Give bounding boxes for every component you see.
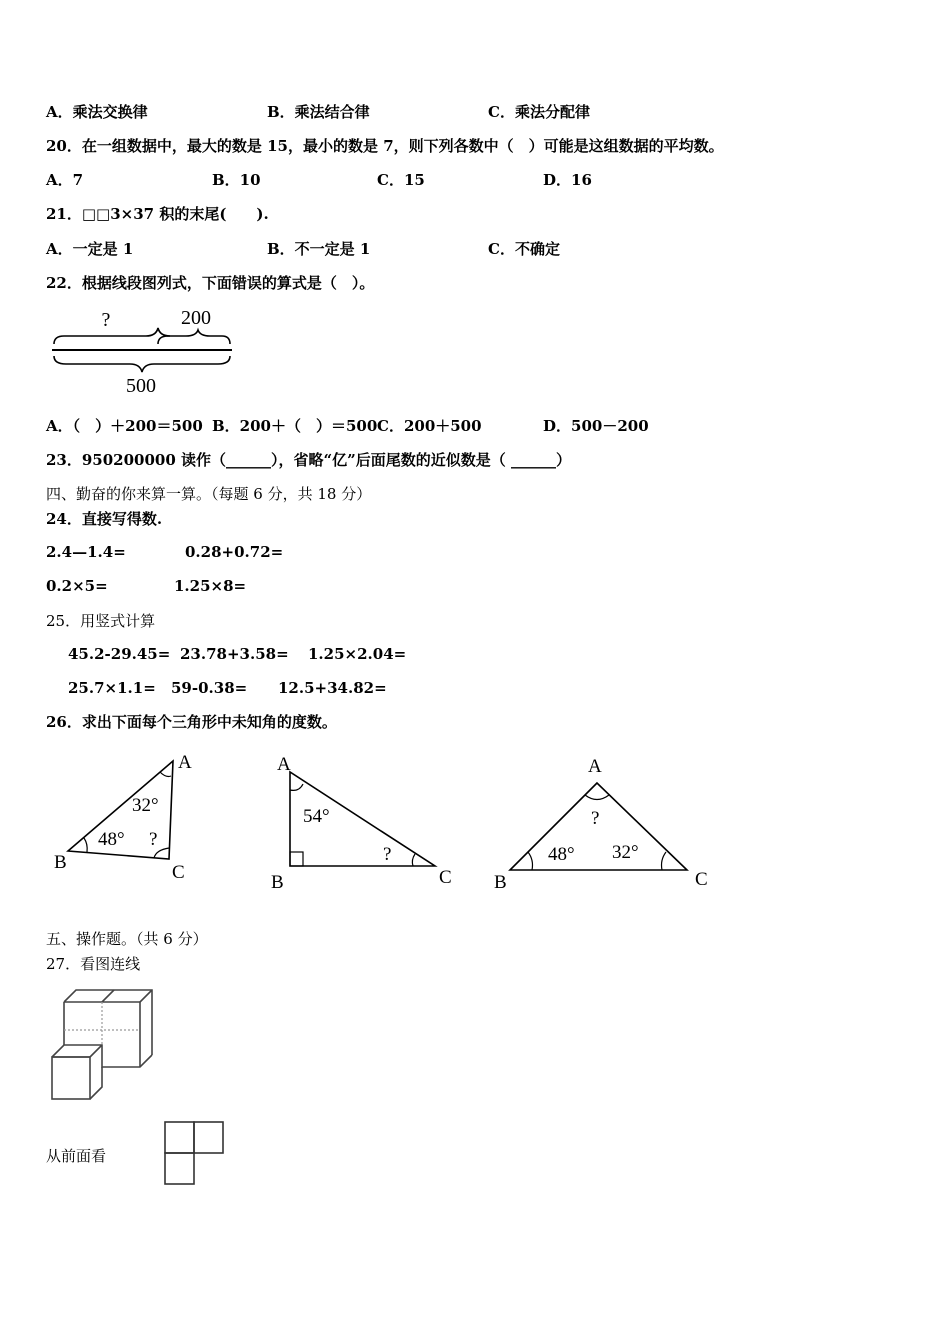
q25-item-2: 23.78+3.58=	[180, 645, 289, 663]
triangle-1-arc-b	[84, 838, 87, 852]
q19-option-c: C．乘法分配律	[488, 103, 590, 121]
triangle-3	[490, 752, 720, 892]
q27-stem: 27．看图连线	[46, 955, 141, 973]
triangle-3-label-c: C	[695, 869, 708, 890]
triangle-3-arc-c	[662, 852, 667, 870]
q21-option-a: A．一定是 1	[46, 240, 134, 258]
cube-bottom-right	[90, 1067, 102, 1099]
triangle-2-right-angle-mark	[290, 852, 303, 866]
diagram-unknown-label: ?	[101, 309, 111, 331]
triangle-1-angle-b: 48°	[98, 829, 125, 850]
q20-option-a: A．7	[46, 171, 84, 189]
front-view-cell-top-left	[165, 1122, 194, 1153]
triangle-2-angle-c: ?	[383, 844, 392, 865]
triangle-2-arc-c	[412, 854, 415, 866]
triangle-2-arc-a	[290, 784, 303, 790]
q23-stem: 23．950200000 读作（______），省略“亿”后面尾数的近似数是（ ______）	[46, 451, 572, 469]
triangle-3-angle-b: 48°	[548, 844, 575, 865]
q24-item-4: 1.25×8=	[174, 577, 247, 595]
cube-right-top-corner	[140, 990, 152, 1002]
q25-item-5: 59-0.38=	[171, 679, 248, 697]
front-view-cell-bottom-left	[165, 1153, 194, 1184]
triangle-1-arc-a	[160, 772, 171, 777]
cube-top-divider	[102, 990, 114, 1002]
front-view-grid	[163, 1120, 225, 1186]
triangle-1-label-b: B	[54, 852, 67, 873]
cube-lower-step	[52, 1045, 152, 1067]
q24-item-2: 0.28+0.72=	[185, 543, 284, 561]
q20-option-d: D．16	[543, 171, 592, 189]
brace-left-part	[54, 328, 170, 344]
q19-option-b: B．乘法结合律	[267, 103, 370, 121]
triangle-1-angle-c: ?	[149, 829, 158, 850]
cube-step-corner	[90, 1045, 102, 1057]
q22-option-b: B．200＋（ ）＝500	[212, 417, 378, 435]
diagram-part-label: 200	[181, 307, 211, 329]
triangle-3-angle-a: ?	[591, 808, 600, 829]
triangle-1-angle-a: 32°	[132, 795, 159, 816]
q20-stem: 20．在一组数据中，最大的数是 15，最小的数是 7，则下列各数中（ ）可能是这组数据的平均数。	[46, 137, 724, 155]
front-view-cell-top-right	[194, 1122, 223, 1153]
q22-option-d: D．500－200	[543, 417, 649, 435]
q24-stem: 24．直接写得数.	[46, 510, 163, 528]
triangle-3-arc-b	[528, 852, 533, 870]
q21-stem: 21．□□3×37 积的末尾( ).	[46, 205, 269, 223]
triangle-3-angle-c: 32°	[612, 842, 639, 863]
q22-option-c: C．200＋500	[377, 417, 482, 435]
q24-item-1: 2.4—1.4=	[46, 543, 126, 561]
triangle-3-arc-a	[585, 795, 609, 800]
triangle-2	[265, 750, 465, 895]
triangle-2-label-c: C	[439, 867, 452, 888]
q25-item-3: 1.25×2.04=	[308, 645, 407, 663]
triangle-2-angle-a: 54°	[303, 806, 330, 827]
segment-diagram	[46, 300, 246, 400]
q22-option-a: A．（ ）＋200＝500	[46, 417, 203, 435]
triangle-2-label-b: B	[271, 872, 284, 893]
q24-item-3: 0.2×5=	[46, 577, 108, 595]
section4-title: 四、勤奋的你来算一算。（每题 6 分，共 18 分）	[46, 485, 372, 503]
cube-stack-figure	[44, 985, 159, 1105]
diagram-total-label: 500	[126, 375, 156, 397]
q26-stem: 26．求出下面每个三角形中未知角的度数。	[46, 713, 337, 731]
q25-item-6: 12.5+34.82=	[278, 679, 387, 697]
triangle-1-label-c: C	[172, 862, 185, 883]
brace-right-part	[158, 330, 230, 344]
q25-stem: 25．用竖式计算	[46, 612, 156, 630]
triangle-2-label-a: A	[277, 754, 291, 775]
q25-item-4: 25.7×1.1=	[68, 679, 156, 697]
q22-stem: 22．根据线段图列式，下面错误的算式是（ ）。	[46, 274, 375, 292]
q20-option-c: C．15	[377, 171, 425, 189]
triangle-3-label-a: A	[588, 756, 602, 777]
section5-title: 五、操作题。（共 6 分）	[46, 930, 208, 948]
cube-bottom-left	[52, 1057, 90, 1099]
triangle-3-label-b: B	[494, 872, 507, 893]
triangle-1-label-a: A	[178, 752, 192, 773]
q21-option-b: B．不一定是 1	[267, 240, 371, 258]
q19-option-a: A．乘法交换律	[46, 103, 148, 121]
q25-item-1: 45.2-29.45=	[68, 645, 171, 663]
q21-option-c: C．不确定	[488, 240, 560, 258]
triangle-1	[50, 748, 210, 888]
q27-view-label: 从前面看	[46, 1147, 107, 1165]
q20-option-b: B．10	[212, 171, 261, 189]
brace-total	[54, 356, 230, 372]
